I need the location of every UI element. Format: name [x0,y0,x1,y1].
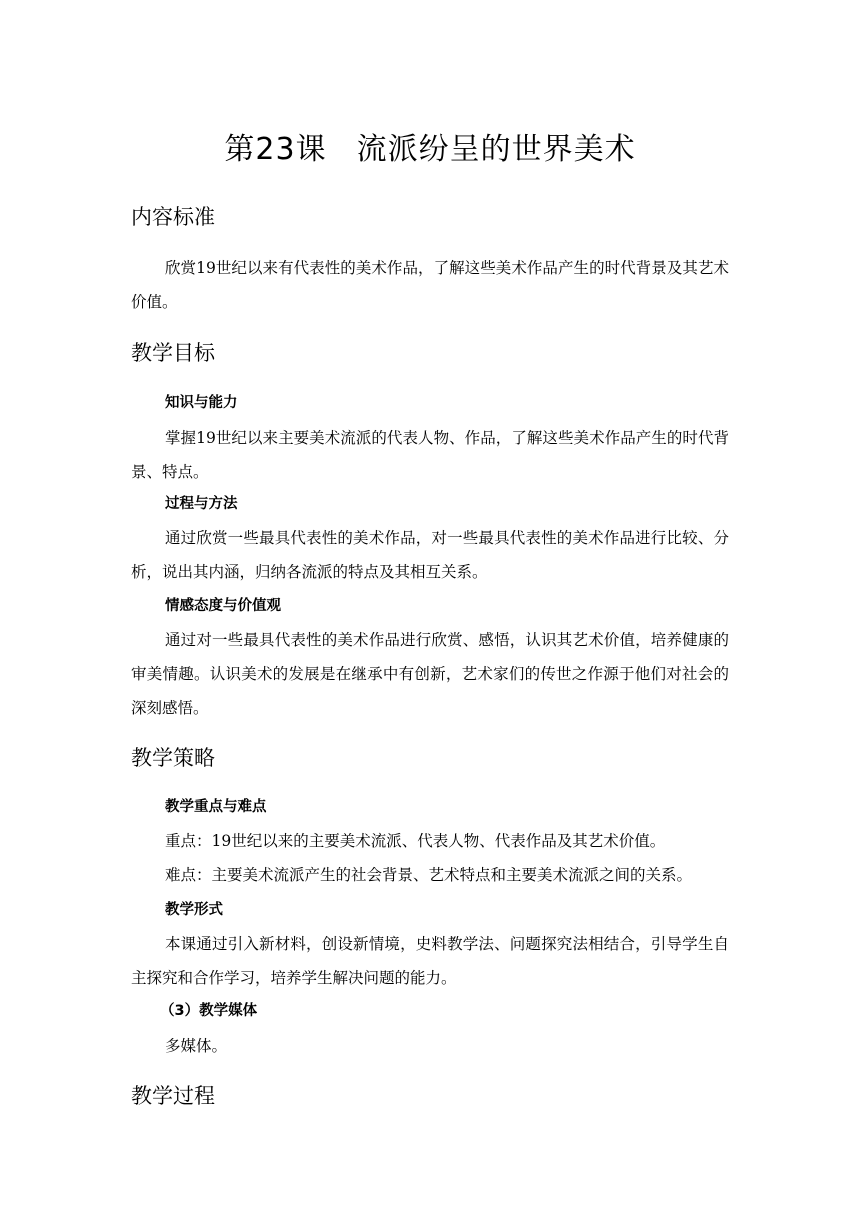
lesson-number: 第23课 [224,132,327,167]
subheading-focus: 教学重点与难点 [165,799,267,815]
heading-teaching-goals: 教学目标 [131,341,215,365]
subheading-emotion: 情感态度与价值观 [165,598,281,614]
heading-content-standard: 内容标准 [131,205,215,229]
media-text: 多媒体。 [165,1037,228,1055]
emotion-text: 通过对一些最具代表性的美术作品进行欣赏、感悟，认识其艺术价值，培养健康的审美情趣。认识美术的发展是在继承中有创新，艺术家们的传世之作源于他们对社会的深刻感悟。 [131,631,729,717]
key-point-text: 重点：19世纪以来的主要美术流派、代表人物、代表作品及其艺术价值。 [165,832,666,850]
subheading-media: （3）教学媒体 [160,1003,258,1019]
subheading-process: 过程与方法 [165,496,238,512]
page-title [0,128,860,172]
subheading-form: 教学形式 [165,902,223,918]
content-standard-text: 欣赏19世纪以来有代表性的美术作品，了解这些美术作品产生的时代背景及其艺术价值。 [131,259,729,311]
knowledge-text: 掌握19世纪以来主要美术流派的代表人物、作品，了解这些美术作品产生的时代背景、特点。 [131,429,729,481]
process-text: 通过欣赏一些最具代表性的美术作品，对一些最具代表性的美术作品进行比较、分析，说出其内涵，归纳各流派的特点及其相互关系。 [131,529,729,581]
form-text: 本课通过引入新材料，创设新情境，史料教学法、问题探究法相结合，引导学生自主探究和合作学习，培养学生解决问题的能力。 [131,935,729,987]
subheading-knowledge: 知识与能力 [165,395,238,411]
heading-teaching-process: 教学过程 [131,1084,215,1108]
lesson-name: 流派纷呈的世界美术 [356,132,636,167]
heading-teaching-strategy: 教学策略 [131,746,215,770]
difficult-point-text: 难点：主要美术流派产生的社会背景、艺术特点和主要美术流派之间的关系。 [165,866,693,884]
